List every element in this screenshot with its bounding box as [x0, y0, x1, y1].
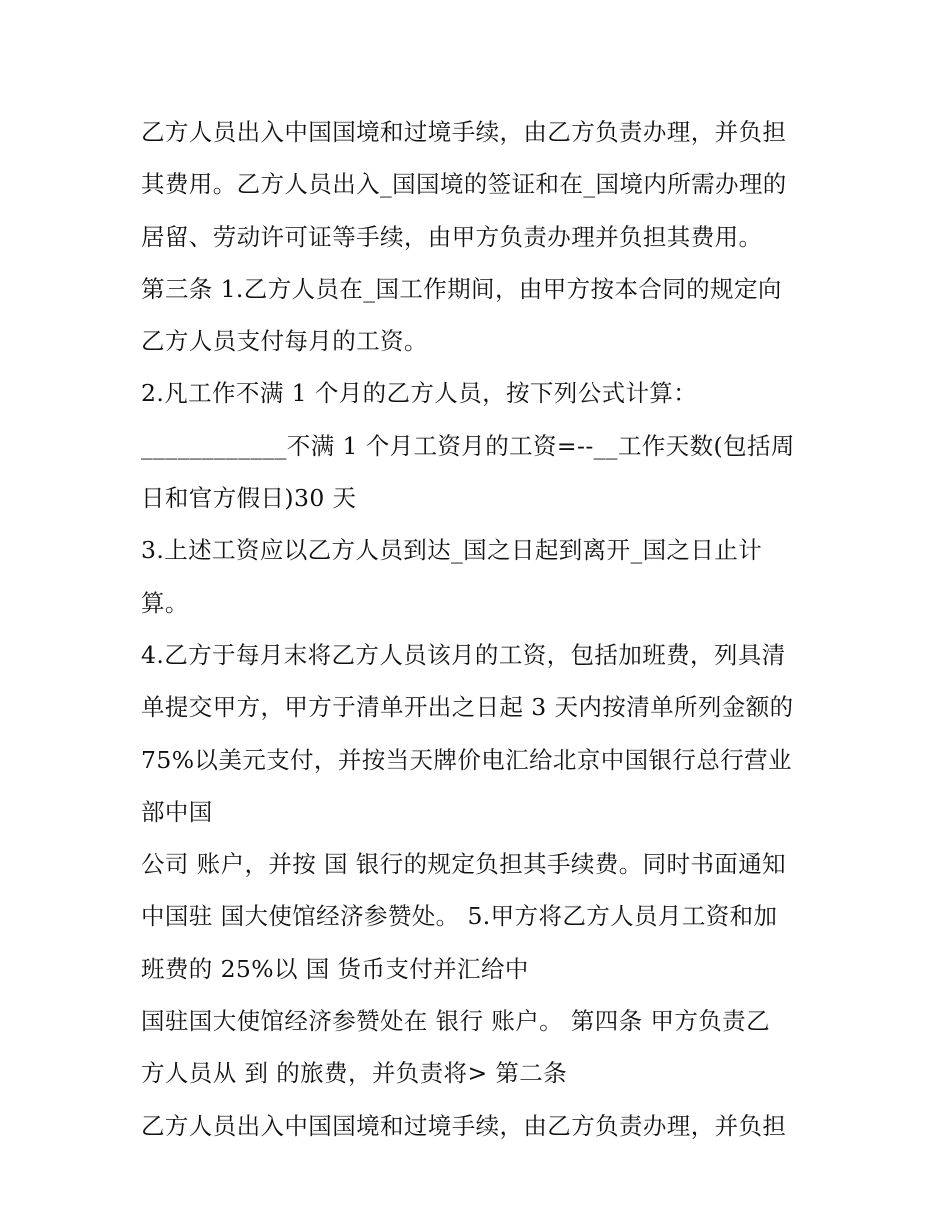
text-line: 第三条 1.乙方人员在_国工作期间，由甲方按本合同的规定向 — [141, 274, 782, 303]
text-line: 单提交甲方，甲方于清单开出之日起 3 天内按清单所列金额的 — [141, 693, 794, 722]
text-line: 居留、劳动许可证等手续，由甲方负责办理并负担其费用。 — [141, 222, 763, 251]
text-line: ____________不满 1 个月工资月的工资=--__工作天数(包括周 — [141, 431, 795, 460]
text-line: 3.上述工资应以乙方人员到达_国之日起到离开_国之日止计 — [141, 536, 763, 565]
text-line: 部中国 — [141, 797, 213, 826]
document-body — [141, 106, 821, 1152]
text-line: 2.凡工作不满 1 个月的乙方人员，按下列公式计算： — [141, 379, 698, 408]
text-line: 乙方人员支付每月的工资。 — [141, 327, 428, 356]
text-line: 班费的 25%以 国 货币支付并汇给中 — [141, 954, 529, 983]
text-line: 乙方人员出入中国国境和过境手续，由乙方负责办理，并负担 — [141, 118, 787, 146]
text-line: 国驻国大使馆经济参赞处在 银行 账户。 第四条 甲方负责乙 — [141, 1007, 770, 1036]
text-line: 75%以美元支付，并按当天牌价电汇给北京中国银行总行营业 — [141, 745, 792, 774]
text-line: 公司 账户，并按 国 银行的规定负担其手续费。同时书面通知 — [141, 850, 787, 879]
text-line: 日和官方假日)30 天 — [141, 484, 357, 513]
text-line: 乙方人员出入中国国境和过境手续，由乙方负责办理，并负担 — [141, 1111, 787, 1140]
text-line: 4.乙方于每月末将乙方人员该月的工资，包括加班费，列具清 — [141, 640, 786, 669]
text-line: 算。 — [141, 588, 189, 617]
text-line: 中国驻 国大使馆经济参赞处。 5.甲方将乙方人员月工资和加 — [141, 902, 778, 931]
text-line: 方人员从 到 的旅费，并负责将> 第二条 — [141, 1059, 568, 1088]
text-line: 其费用。乙方人员出入_国国境的签证和在_国境内所需办理的 — [141, 170, 787, 199]
